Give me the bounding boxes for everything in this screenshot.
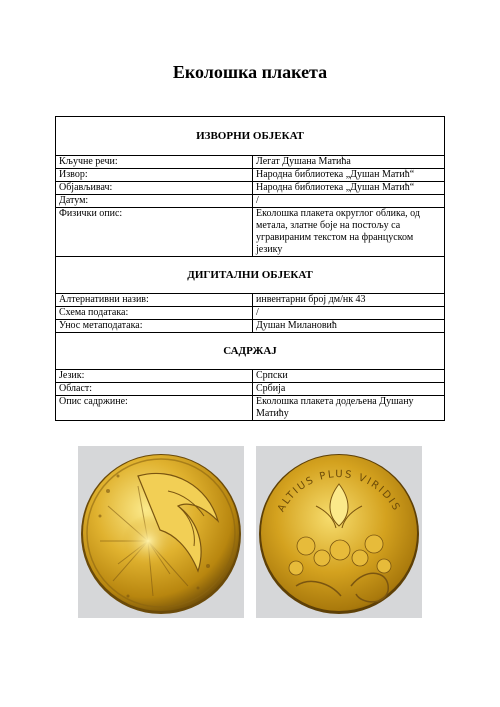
field-label: Објављивач: [56,182,253,195]
table-row [56,370,445,383]
field-label: Схема података: [56,307,253,320]
table-row [56,156,445,169]
field-label: Физички опис: [56,208,253,257]
field-label: Језик: [56,370,253,383]
field-label: Датум: [56,195,253,208]
field-value: Душан Милановић [253,320,445,333]
table-row [56,307,445,320]
table-row [56,396,445,421]
table-row [56,182,445,195]
field-label: Опис садржине: [56,396,253,421]
section-header-content [56,333,445,370]
field-value: Србија [253,383,445,396]
table-row [56,294,445,307]
field-label: Кључне речи: [56,156,253,169]
field-value: Народна библиотека „Душан Матић“ [253,169,445,182]
medal-obverse-photo [78,446,244,618]
page-title: Еколошка плакета [172,62,328,82]
field-value: Легат Душана Матића [253,156,445,169]
field-value: Народна библиотека „Душан Матић“ [253,182,445,195]
section-heading: ДИГИТАЛНИ ОБЈЕКАТ [56,257,445,294]
medal-reverse-image [256,446,422,618]
metadata-table [55,116,445,421]
field-value: Српски [253,370,445,383]
medal-obverse-image [78,446,244,618]
table-row [56,208,445,257]
field-value: инвентарни број дм/нк 43 [253,294,445,307]
medal-reverse-photo [256,446,422,618]
field-value: / [253,307,445,320]
field-value: Еколошка плакета додељена Душану Матићу [253,396,445,421]
table-row [56,383,445,396]
table-row [56,320,445,333]
medal-inscription: ALTIUS PLUS VIRIDIS [275,469,403,514]
field-value: Еколошка плакета округлог облика, од метала, златне боје на постољу са угравираним текстом на француском језику [253,208,445,257]
section-heading: САДРЖАЈ [56,333,445,370]
section-header-digital [56,257,445,294]
field-value: / [253,195,445,208]
table-row [56,169,445,182]
field-label: Алтернативни назив: [56,294,253,307]
field-label: Унос метаподатака: [56,320,253,333]
field-label: Област: [56,383,253,396]
section-heading: ИЗВОРНИ ОБЈЕКАТ [56,117,445,156]
field-label: Извор: [56,169,253,182]
section-header-source [56,117,445,156]
table-row [56,195,445,208]
